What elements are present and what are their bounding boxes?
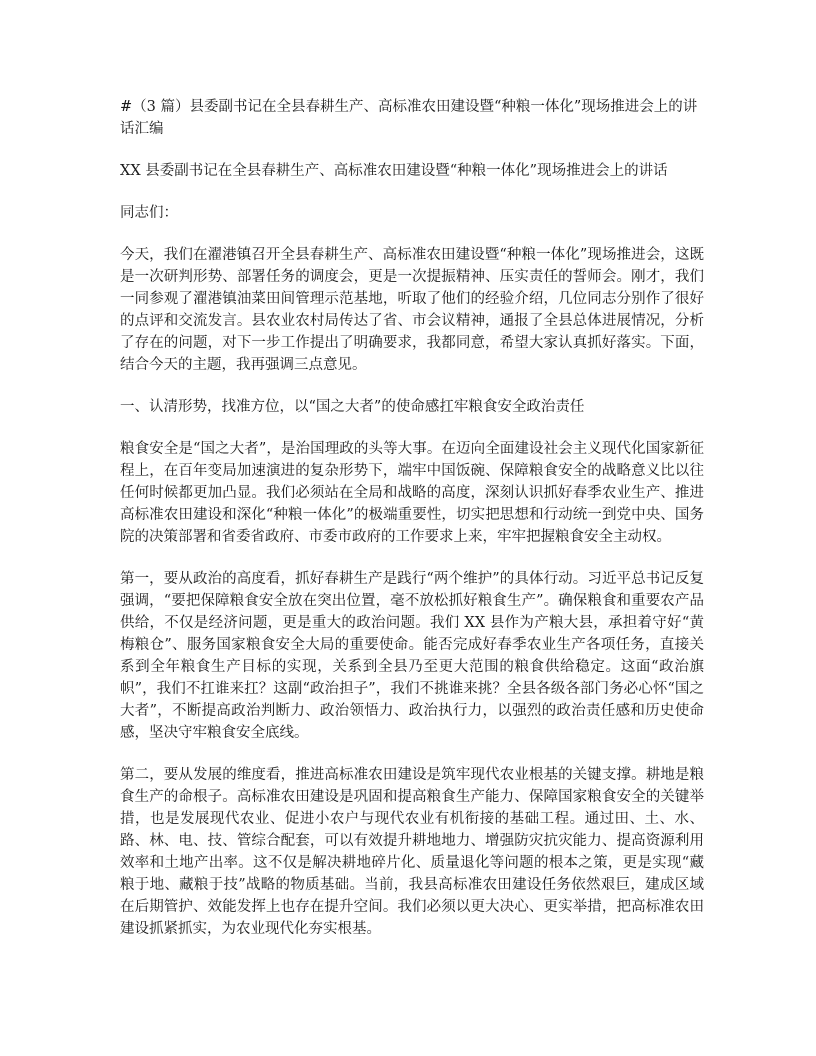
paragraph-food-security: 粮食安全是“国之大者”，是治国理政的头等大事。在迈向全面建设社会主义现代化国家新征程上，在百年变局加速演进的复杂形势下，端牢中国饭碗、保障粮食安全的战略意义比以往任何时候都更加凸显。我们必须站在全局和战略的高度，深刻认识抓好春季农业生产、推进高标准农田建设和深化“种粮一体化”的极端重要性，切实把思想和行动统一到党中央、国务院的决策部署和省委省政府、市委市政府的工作要求上来，牢牢把握粮食安全主动权。 <box>120 441 704 545</box>
document-page <box>120 96 704 940</box>
paragraph-intro: 今天，我们在濯港镇召开全县春耕生产、高标准农田建设暨“种粮一体化”现场推进会，这既是一次研判形势、部署任务的调度会，更是一次提振精神、压实责任的誓师会。刚才，我们一同参观了濯港镇油菜田间管理示范基地，听取了他们的经验介绍，几位同志分别作了很好的点评和交流发言。县农业农村局传达了省、市会议精神，通报了全县总体进展情况，分析了存在的问题，对下一步工作提出了明确要求，我都同意，希望大家认真抓好落实。下面，结合今天的主题，我再强调三点意见。 <box>120 247 704 373</box>
speech-title: XX 县委副书记在全县春耕生产、高标准农田建设暨“种粮一体化”现场推进会上的讲话 <box>120 163 668 179</box>
document-title: #（3 篇）县委副书记在全县春耕生产、高标准农田建设暨“种粮一体化”现场推进会上的讲话汇编 <box>120 99 698 137</box>
section-heading-1: 一、认清形势，找准方位，以“国之大者”的使命感扛牢粮食安全政治责任 <box>120 399 585 415</box>
paragraph-first-point: 第一，要从政治的高度看，抓好春耕生产是践行“两个维护”的具体行动。习近平总书记反复强调，“要把保障粮食安全放在突出位置，毫不放松抓好粮食生产”。确保粮食和重要农产品供给，不仅是经济问题，更是重大的政治问题。我们 XX 县作为产粮大县，承担着守好“黄梅粮仓”、服务国家粮食安全大局的重要使命。能否完成好春季农业生产各项任务，直接关系到全年粮食生产目标的实现，关系到全县乃至更大范围的粮食供给稳定。这面“政治旗帜”，我们不扛谁来扛？这副“政治担子”，我们不挑谁来挑？全县各级各部门务必心怀“国之大者”，不断提高政治判断力、政治领悟力、政治执行力，以强烈的政治责任感和历史使命感，坚决守牢粮食安全底线。 <box>120 571 704 741</box>
greeting: 同志们： <box>120 205 178 221</box>
paragraph-second-point: 第二，要从发展的维度看，推进高标准农田建设是筑牢现代农业根基的关键支撑。耕地是粮食生产的命根子。高标准农田建设是巩固和提高粮食生产能力、保障国家粮食安全的关键举措，也是发展现代农业、促进小农户与现代农业有机衔接的基础工程。通过田、土、水、路、林、电、技、管综合配套，可以有效提升耕地地力、增强防灾抗灾能力、提高资源利用效率和土地产出率。这不仅是解决耕地碎片化、质量退化等问题的根本之策，更是实现“藏粮于地、藏粮于技”战略的物质基础。当前，我县高标准农田建设任务依然艰巨，建成区域在后期管护、效能发挥上也存在提升空间。我们必须以更大决心、更实举措，把高标准农田建设抓紧抓实，为农业现代化夯实根基。 <box>120 767 704 937</box>
